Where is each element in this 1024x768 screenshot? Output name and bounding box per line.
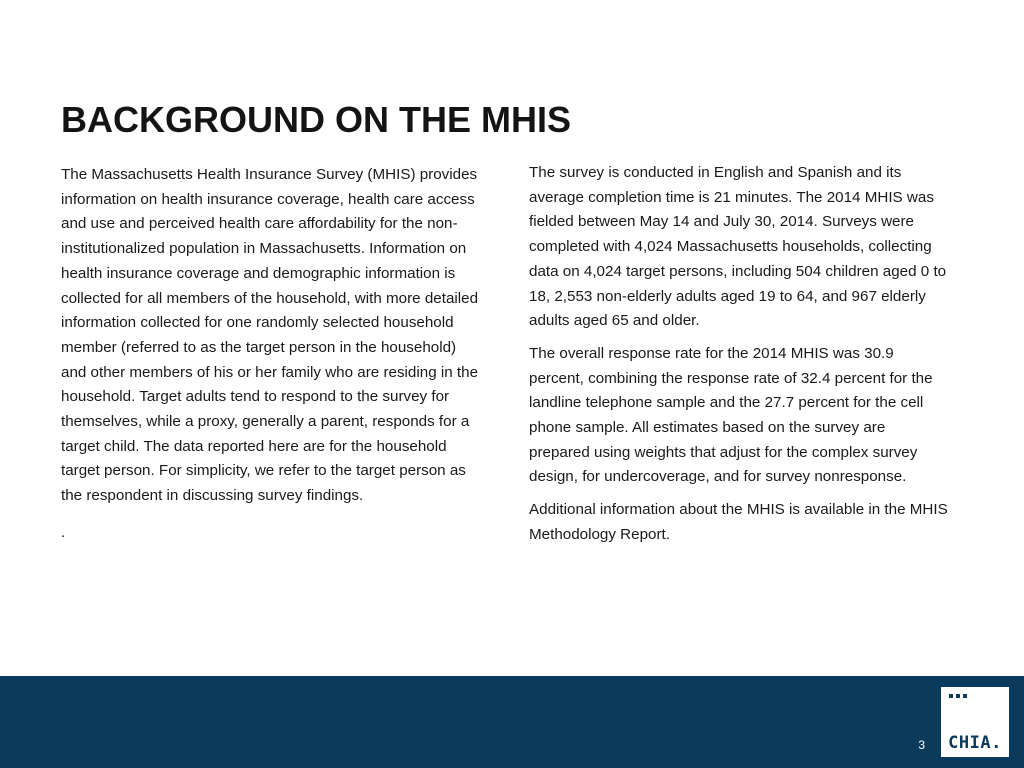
right-paragraph-response-rate: The overall response rate for the 2014 MHIS was 30.9 percent, combining the response rate of 32.4 percent for the landline telephone sample and the 27.7 percent for the cell phone sample. All estimates based on the survey are prepared using weights that adjust for the complex survey design, for undercoverage, and for survey nonresponse. [529, 344, 933, 486]
page-number: 3 [918, 738, 925, 752]
chia-logo [941, 687, 1009, 757]
left-paragraph: The Massachusetts Health Insurance Survey (MHIS) provides information on health insurance coverage, health care access and use and perceived health care affordability for the non-institutionalized population in Massachusetts. Information on health insurance coverage and demographic information is collected for all members of the household, with more detailed information collected for one randomly selected household member (referred to as the target person in the household) and other members of his or her family who are residing in the household. Target adults tend to respond to the survey for themselves, while a proxy, generally a parent, responds for a target child. The data reported here are for the household target person. For simplicity, we refer to the target person as the respondent in discussing survey findings. [61, 166, 479, 505]
right-paragraph-additional-info: Additional information about the MHIS is available in the MHIS Methodology Report. [529, 501, 948, 543]
right-paragraph-survey-details: The survey is conducted in English and Spanish and its average completion time is 21 minutes. The 2014 MHIS was fielded between May 14 and July 30, 2014. Surveys were completed with 4,024 Massachusetts households, collecting data on 4,024 target persons, including 504 children aged 0 to 18, 2,553 non-elderly adults aged 19 to 64, and 967 elderly adults aged 65 and older. [529, 164, 947, 330]
logo-text: CHIA. [948, 733, 1002, 753]
slide-title: BACKGROUND ON THE MHIS [61, 99, 571, 140]
logo-dots-icon [949, 694, 967, 698]
footer-bar [0, 676, 1024, 768]
left-column [61, 163, 479, 546]
trailing-dot: . [61, 523, 66, 541]
right-column [529, 161, 949, 548]
